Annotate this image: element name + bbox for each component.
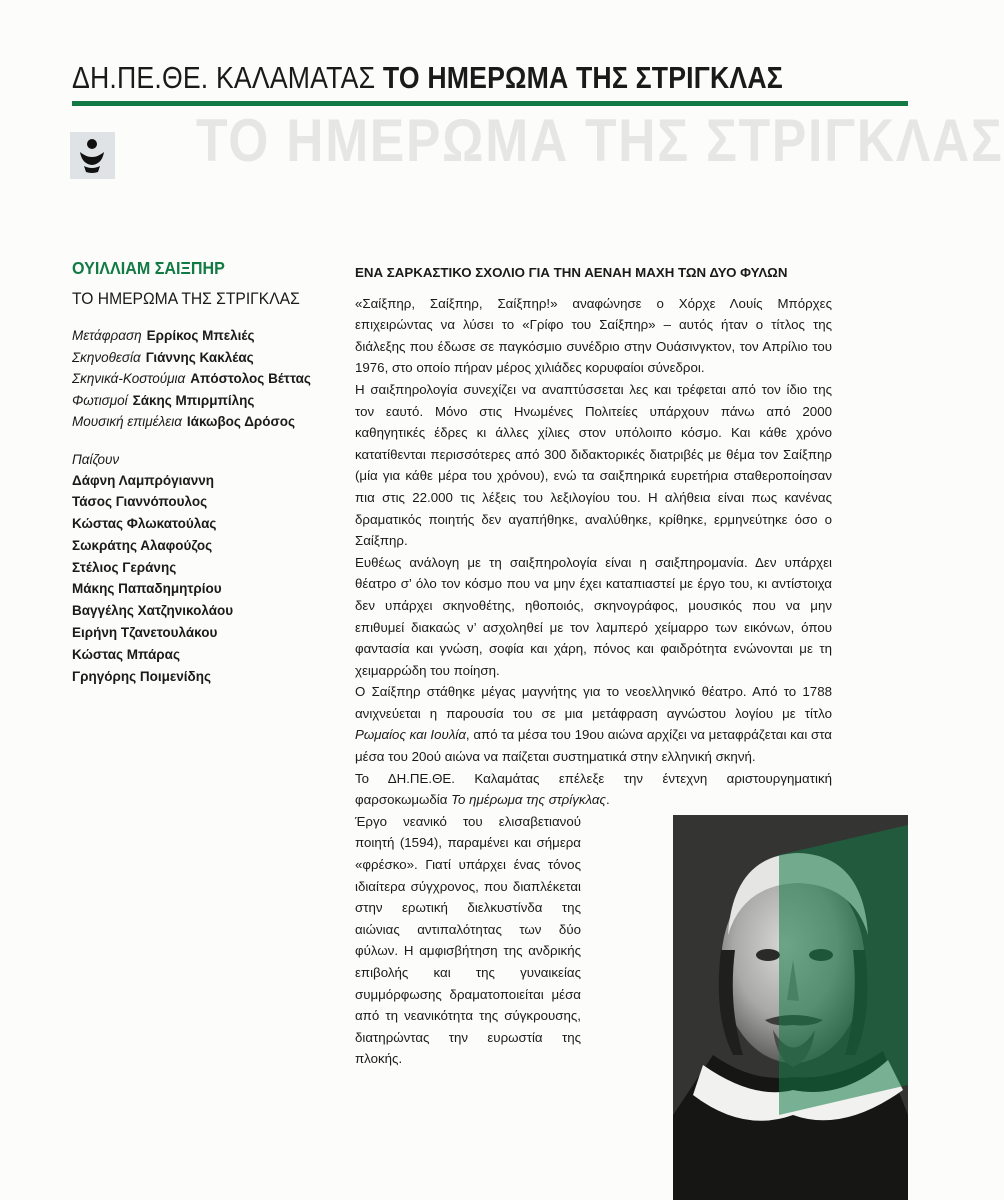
credit-line [72,325,342,347]
article-paragraph: Η σαιξπηρολογία συνεχίζει να αναπτύσσεται λες και τρέφεται από τον ίδιο της τον εαυτό. Μόνο στις Ηνωμένες Πολιτείες υπάρχουν πάνω από 2000 καθηγητικές έδρες κι άλλες χίλιες στον υπόλοιπο κόσμο. Και κάθε χρόνο κατατίθενται περισσότερες από 300 διδακτορικές διατριβές με θέμα τον Σαίξπηρ (μία για κάθε μέρα του χρόνου), ενώ τα σαιξπηρικά ευρετήρια σταθεροποίησαν πια στις 22.000 τις λέξεις του λεξιλογίου του. Η αλήθεια είναι πως κανένας δραματικός ποιητής δεν αγαπήθηκε, αναλύθηκε, κρίθηκε, ερμηνεύτηκε όσο ο Σαίξπηρ. [355,381,832,549]
cast-member: Κώστας Φλωκατούλας [72,516,217,532]
credit-line [72,390,342,412]
cast-member: Βαγγέλης Χατζηνικολάου [72,603,234,619]
cast-member: Ειρήνη Τζανετουλάκου [72,625,218,641]
text-run: . [605,792,610,808]
cast-member: Τάσος Γιαννόπουλος [72,494,208,510]
cast-label: Παίζουν [72,451,120,467]
article-heading: ΕΝΑ ΣΑΡΚΑΣΤΙΚΟ ΣΧΟΛΙΟ ΓΙΑ ΤΗΝ ΑΕΝΑΗ ΜΑΧΗ ΤΩΝ ΔΥΟ ΦΥΛΩΝ [355,265,788,280]
credit-name: Ιάκωβος Δρόσος [186,414,295,429]
header-title: ΤΟ ΗΜΕΡΩΜΑ ΤΗΣ ΣΤΡΙΓΚΛΑΣ [382,60,783,95]
credit-name: Σάκης Μπιρμπίλης [132,392,255,408]
cast-list [72,470,342,688]
cast-member: Σωκράτης Αλαφούζος [72,537,213,553]
article-paragraph [355,681,832,767]
author-name: ΟΥΙΛΛΙΑΜ ΣΑΙΞΠΗΡ [72,258,225,278]
credit-line [72,368,342,390]
play-reference: Το ημέρωμα της στρίγκλας [451,792,606,808]
page-header [72,60,783,96]
cast-member: Στέλιος Γεράνης [72,559,177,575]
credit-name: Ερρίκος Μπελιές [146,328,255,343]
cast-member: Κώστας Μπάρας [72,646,180,662]
text-run: Ο Σαίξπηρ στάθηκε μέγας μαγνήτης για το νεοελληνικό θέατρο. Από το 1788 ανιχνεύεται η παρουσία του σε μια μετάφραση αγνώστου λογίου με τίτλο [355,684,832,721]
theatre-name: ΔΗ.ΠΕ.ΘΕ. ΚΑΛΑΜΑΤΑΣ [72,60,376,95]
credit-role: Μετάφραση [72,328,142,343]
credit-name: Απόστολος Βέττας [190,371,311,386]
credit-name: Γιάννης Κακλέας [145,349,254,365]
shakespeare-portrait [673,815,908,1200]
article-paragraph: Έργο νεανικό του ελισαβετιανού ποιητή (1594), παραμένει και σήμερα «φρέσκο». Γιατί υπάρχει ένας τόνος ιδιαίτερα σύγχρονος, που διαπλέκεται στην ερωτική διελκυστίνδα της αιώνιας αντιπαλότητας των δύο φύλων. Η αμφισβήτηση της ανδρικής επιβολής και της γυναικείας συμμόρφωσης δραματοποιείται μέσα από τη νεανικότητα της σύγκρουσης, διατηρώντας την ευρωστία της πλοκής. [355,813,581,1067]
credit-role: Φωτισμοί [72,392,128,408]
play-title: ΤΟ ΗΜΕΡΩΜΑ ΤΗΣ ΣΤΡΙΓΚΛΑΣ [72,289,300,308]
theatre-logo-icon [70,132,115,179]
text-run: Το ΔΗ.ΠΕ.ΘΕ. Καλαμάτας επέλεξε την έντεχνη αριστουργηματική φαρσοκωμωδία [355,770,832,808]
cast-member: Μάκης Παπαδημητρίου [72,581,222,597]
article-paragraph [355,768,832,811]
credit-line [72,347,342,369]
play-reference: Ρωμαίος και Ιουλία [355,727,466,743]
text-run: , από τα μέσα του 19ου αιώνα αρχίζει να μεταφράζεται και στα μέσα του 20ού αιώνα να παίζεται συστηματικά στην ελληνική σκηνή. [355,727,832,765]
credits-column [72,258,342,687]
credits-list [72,325,342,433]
cast-member: Γρηγόρης Ποιμενίδης [72,668,211,684]
credit-line [72,411,342,433]
credit-role: Σκηνοθεσία [72,349,141,365]
credit-role: Μουσική επιμέλεια [72,414,182,429]
article-paragraph: «Σαίξπηρ, Σαίξπηρ, Σαίξπηρ!» αναφώνησε ο Χόρχε Λουίς Μπόρχες επιχειρώντας να λύσει το «Γρίφο του Σαίξπηρ» – αυτός ήταν ο τίτλος της διάλεξης που έδωσε σε παγκόσμιο συνέδριο στην Ουάσινγκτον, τον Απρίλιο του 1976, στο οποίο πήραν μέρος χιλιάδες κορυφαίοι σύνεδροι. [355,295,832,376]
cast-member: Δάφνη Λαμπρόγιαννη [72,472,214,488]
article-paragraph: Ευθέως ανάλογη με τη σαιξπηρολογία είναι η σαιξπηρομανία. Δεν υπάρχει θέατρο σ’ όλο τον κόσμο που να μην έχει καταπιαστεί με έργο του, κι αντίστοιχα δεν υπάρχει σκηνοθέτης, ηθοποιός, σκηνογράφος, μουσικός που να μην επιθυμεί διακαώς ν’ ασχοληθεί με τον λαμπερό χείμαρρο των εικόνων, όπου φαντασία και γνώση, σοφία και χάρη, πόνος και φαιδρότητα ενώνονται με τη χειμαρρώδη του ποίηση. [355,554,832,678]
credit-role: Σκηνικά-Κοστούμια [72,371,186,386]
title-watermark: ΤΟ ΗΜΕΡΩΜΑ ΤΗΣ ΣΤΡΙΓΚΛΑΣ [196,107,1004,174]
